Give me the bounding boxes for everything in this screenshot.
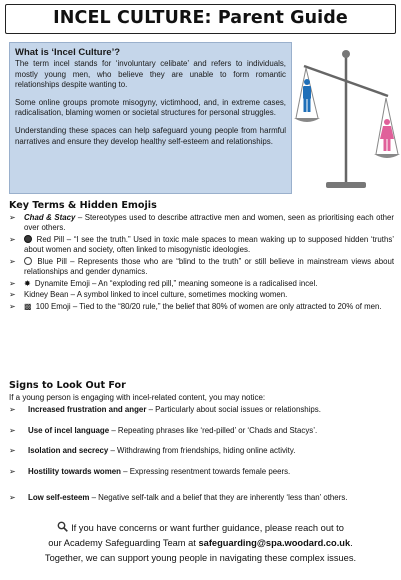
list-item [9,426,394,437]
intro-heading: What is ‘Incel Culture’? [15,47,121,58]
terms-heading: Key Terms & Hidden Emojis [9,200,157,211]
term-label: Blue Pill [37,256,67,266]
arrow-bullet-icon: ➢ [9,213,16,222]
dynamite-icon: ✸ [24,278,31,288]
arrow-bullet-icon: ➢ [9,234,16,244]
arrow-bullet-icon: ➢ [9,446,16,455]
term-label: 100 Emoji [35,302,71,312]
signs-heading: Signs to Look Out For [9,380,126,391]
list-item [9,235,394,255]
arrow-bullet-icon: ➢ [9,302,16,312]
sign-desc: – Particularly about social issues or relationships. [146,405,321,414]
list-item [9,487,394,508]
sign-desc: – Negative self-talk and a belief that they are inherently ‘less than’ others. [89,493,348,502]
term-desc: – A symbol linked to incel culture, sometimes mocking women. [68,290,288,300]
list-item [9,302,394,312]
list-item [9,290,394,300]
term-desc: – Tied to the “80/20 rule,” the belief that 80% of women are only attracted to 20% of men. [70,302,382,312]
intro-paragraph-3: Understanding these spaces can help safeguard young people from harmful narratives and ensure they develop healthy self-esteem and relationships. [15,125,286,146]
arrow-bullet-icon: ➢ [9,278,16,288]
term-desc: – “I see the truth.” Used in toxic male spaces to mean waking up to supposed hidden ‘truths’ about women and society, often linked to misogynistic ideologies. [24,234,394,255]
hundred-icon: ▩ [24,302,32,312]
arrow-bullet-icon: ➢ [9,493,16,502]
intro-paragraph-2: Some online groups promote misogyny, victimhood, and, in extreme cases, radicalisation, blaming women or societal structures for personal struggles. [15,97,286,118]
balance-scale-icon [292,44,400,194]
sign-label: Increased frustration and anger [28,405,147,414]
footer-line-2: our Academy Safeguarding Team at [48,538,199,548]
sign-label: Isolation and secrecy [28,446,109,455]
footer-line-1: If you have concerns or want further guidance, please reach out to [71,523,344,533]
signs-list [9,405,394,518]
list-item [9,446,394,457]
intro-box [9,42,292,194]
list-item [9,405,394,416]
arrow-bullet-icon: ➢ [9,405,16,414]
term-desc: – Represents those who are “blind to the truth” or still believe in mainstream views about relationships and gender dynamics. [24,256,395,277]
sign-desc: – Expressing resentment towards female peers. [120,466,291,476]
term-label: Red Pill [36,234,65,244]
sign-desc: – Repeating phrases like ‘red-pilled’ or ‘Chads and Stacys’. [109,425,318,435]
term-desc: – An “exploding red pill,” meaning someone is a radicalised incel. [89,278,318,288]
footer-line-3: Together, we can support young people in navigating these complex issues. [44,553,357,563]
arrow-bullet-icon: ➢ [9,256,16,266]
term-label: Chad & Stacy [24,213,76,222]
list-item [9,257,394,277]
magnifier-icon [57,521,68,532]
page-title: INCEL CULTURE: Parent Guide [5,4,396,34]
arrow-bullet-icon: ➢ [9,466,16,476]
list-item [9,213,394,233]
list-item [9,279,394,289]
red-pill-icon [24,235,32,243]
signs-intro: If a young person is engaging with incel-related content, you may notice: [9,393,266,402]
arrow-bullet-icon: ➢ [9,425,16,435]
intro-paragraph-1: The term incel stands for ‘involuntary celibate’ and refers to individuals, mostly young men, who believe they are unable to form romantic relationships despite wanting to. [15,59,286,90]
term-label: Dynamite Emoji [34,278,90,288]
sign-desc: – Withdrawing from friendships, hiding online activity. [108,446,296,455]
terms-list [9,213,394,314]
list-item [9,467,394,478]
arrow-bullet-icon: ➢ [9,290,16,300]
blue-pill-icon [24,257,32,265]
footer [10,521,391,566]
term-desc: – Stereotypes used to describe attractive men and women, seen as prioritising each other over others. [24,213,394,233]
sign-label: Use of incel language [28,425,110,435]
footer-line-2-end: . [350,538,353,548]
sign-label: Low self-esteem [28,493,90,502]
term-label: Kidney Bean [24,290,69,300]
sign-label: Hostility towards women [28,466,121,476]
safeguarding-email-link[interactable]: safeguarding@spa.woodard.co.uk [198,538,351,548]
